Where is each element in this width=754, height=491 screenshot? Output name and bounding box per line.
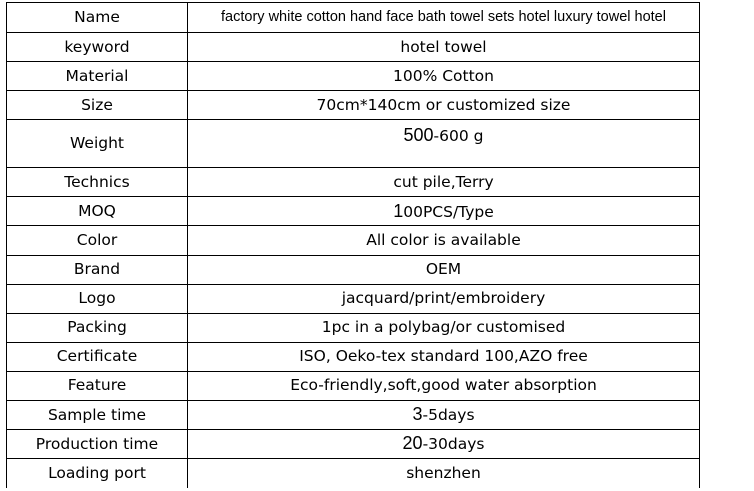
spec-value	[188, 197, 700, 226]
spec-label: Sample time	[7, 401, 188, 430]
spec-row-logo	[7, 284, 700, 313]
spec-value: cut pile,Terry	[188, 168, 700, 197]
spec-value: 1pc in a polybag/or customised	[188, 313, 700, 342]
spec-label: Packing	[7, 313, 188, 342]
spec-value: shenzhen	[188, 459, 700, 488]
spec-label: Material	[7, 62, 188, 91]
spec-value: Eco-friendly,soft,good water absorption	[188, 371, 700, 400]
spec-value: All color is available	[188, 226, 700, 255]
spec-value	[188, 120, 700, 168]
spec-value: factory white cotton hand face bath towel sets hotel luxury towel hotel	[188, 3, 700, 33]
spec-row-moq	[7, 197, 700, 226]
spec-row-weight	[7, 120, 700, 168]
spec-value: ISO, Oeko-tex standard 100,AZO free	[188, 342, 700, 371]
spec-value: hotel towel	[188, 33, 700, 62]
spec-row-sample-time	[7, 401, 700, 430]
spec-row-size	[7, 91, 700, 120]
spec-value-rest: -30days	[422, 435, 485, 454]
spec-value	[188, 401, 700, 430]
spec-label: MOQ	[7, 197, 188, 226]
spec-label: Loading port	[7, 459, 188, 488]
spec-row-name	[7, 3, 700, 33]
spec-row-color	[7, 226, 700, 255]
spec-row-packing	[7, 313, 700, 342]
spec-label: Feature	[7, 371, 188, 400]
spec-value	[188, 430, 700, 459]
spec-value-lead: 3	[412, 404, 423, 425]
spec-label: Weight	[7, 120, 188, 168]
spec-label: Brand	[7, 255, 188, 284]
spec-value-rest: 00PCS/Type	[403, 202, 494, 221]
spec-label: Size	[7, 91, 188, 120]
spec-value: 70cm*140cm or customized size	[188, 91, 700, 120]
spec-value: OEM	[188, 255, 700, 284]
spec-row-technics	[7, 168, 700, 197]
spec-row-keyword	[7, 33, 700, 62]
spec-label: Technics	[7, 168, 188, 197]
spec-label: Certificate	[7, 342, 188, 371]
spec-value: jacquard/print/embroidery	[188, 284, 700, 313]
spec-row-material	[7, 62, 700, 91]
spec-row-loading-port	[7, 459, 700, 488]
spec-value-rest: -5days	[422, 406, 475, 425]
spec-row-feature	[7, 371, 700, 400]
spec-value: 100% Cotton	[188, 62, 700, 91]
spec-label: Production time	[7, 430, 188, 459]
spec-row-brand	[7, 255, 700, 284]
spec-value-lead: 1	[393, 200, 404, 221]
spec-value-rest: -600 g	[433, 127, 484, 146]
spec-label: Color	[7, 226, 188, 255]
product-spec-table	[6, 2, 700, 488]
spec-label: Logo	[7, 284, 188, 313]
spec-value-lead: 500	[403, 125, 434, 146]
spec-row-production-time	[7, 430, 700, 459]
spec-label: Name	[7, 3, 188, 33]
spec-value-lead: 20	[402, 433, 423, 454]
spec-label: keyword	[7, 33, 188, 62]
spec-row-certificate	[7, 342, 700, 371]
